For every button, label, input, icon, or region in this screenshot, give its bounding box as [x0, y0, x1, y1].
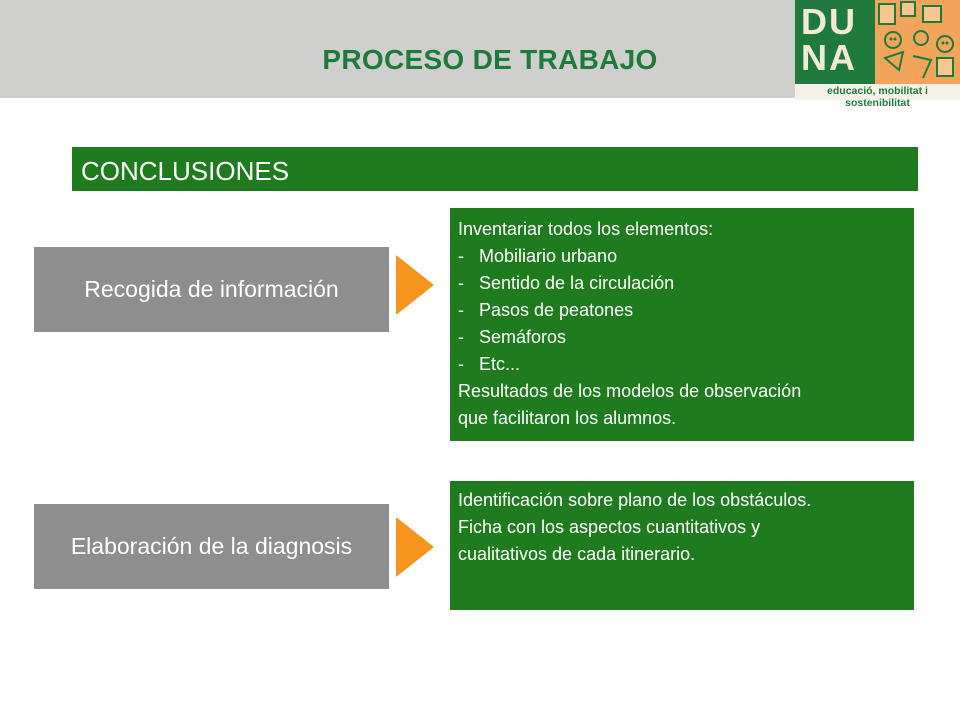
- list-item: - Sentido de la circulación: [458, 273, 675, 293]
- arrow-right-icon: [396, 517, 436, 577]
- list-item: - Semáforos: [458, 327, 567, 347]
- logo-mark: [795, 0, 960, 84]
- list-item: - Pasos de peatones: [458, 300, 634, 320]
- logo-letters: [801, 1, 873, 78]
- detail-box-diagnosis: [450, 481, 914, 610]
- detail-outro-line: Resultados de los modelos de observación: [458, 381, 802, 401]
- logo-tagline: educació, mobilitat i sostenibilitat: [827, 85, 928, 109]
- section-title: CONCLUSIONES: [81, 156, 290, 186]
- detail-line: cualitativos de cada itinerario.: [458, 544, 696, 564]
- detail-line: Ficha con los aspectos cuantitativos y: [458, 517, 761, 537]
- detail-intro: Inventariar todos los elementos:: [458, 219, 714, 239]
- step-box-diagnosis: [34, 504, 389, 589]
- duna-logo: [795, 0, 960, 109]
- step-label: Recogida de información: [84, 276, 339, 302]
- detail-line: Identificación sobre plano de los obstáculos.: [458, 490, 812, 510]
- logo-letters-bottom: NA: [801, 37, 857, 78]
- section-banner: [72, 147, 918, 191]
- step-label: Elaboración de la diagnosis: [70, 533, 353, 559]
- step-box-recogida: [34, 247, 389, 332]
- detail-outro-line: que facilitaron los alumnos.: [458, 408, 677, 428]
- logo-figures-icon: [875, 0, 960, 84]
- list-item: - Mobiliario urbano: [458, 246, 618, 266]
- page-title: PROCESO DE TRABAJO: [322, 44, 658, 75]
- arrow-right-icon: [396, 255, 436, 315]
- logo-letters-top: DU: [801, 1, 857, 42]
- detail-box-recogida: [450, 208, 914, 441]
- list-item: - Etc...: [458, 354, 521, 374]
